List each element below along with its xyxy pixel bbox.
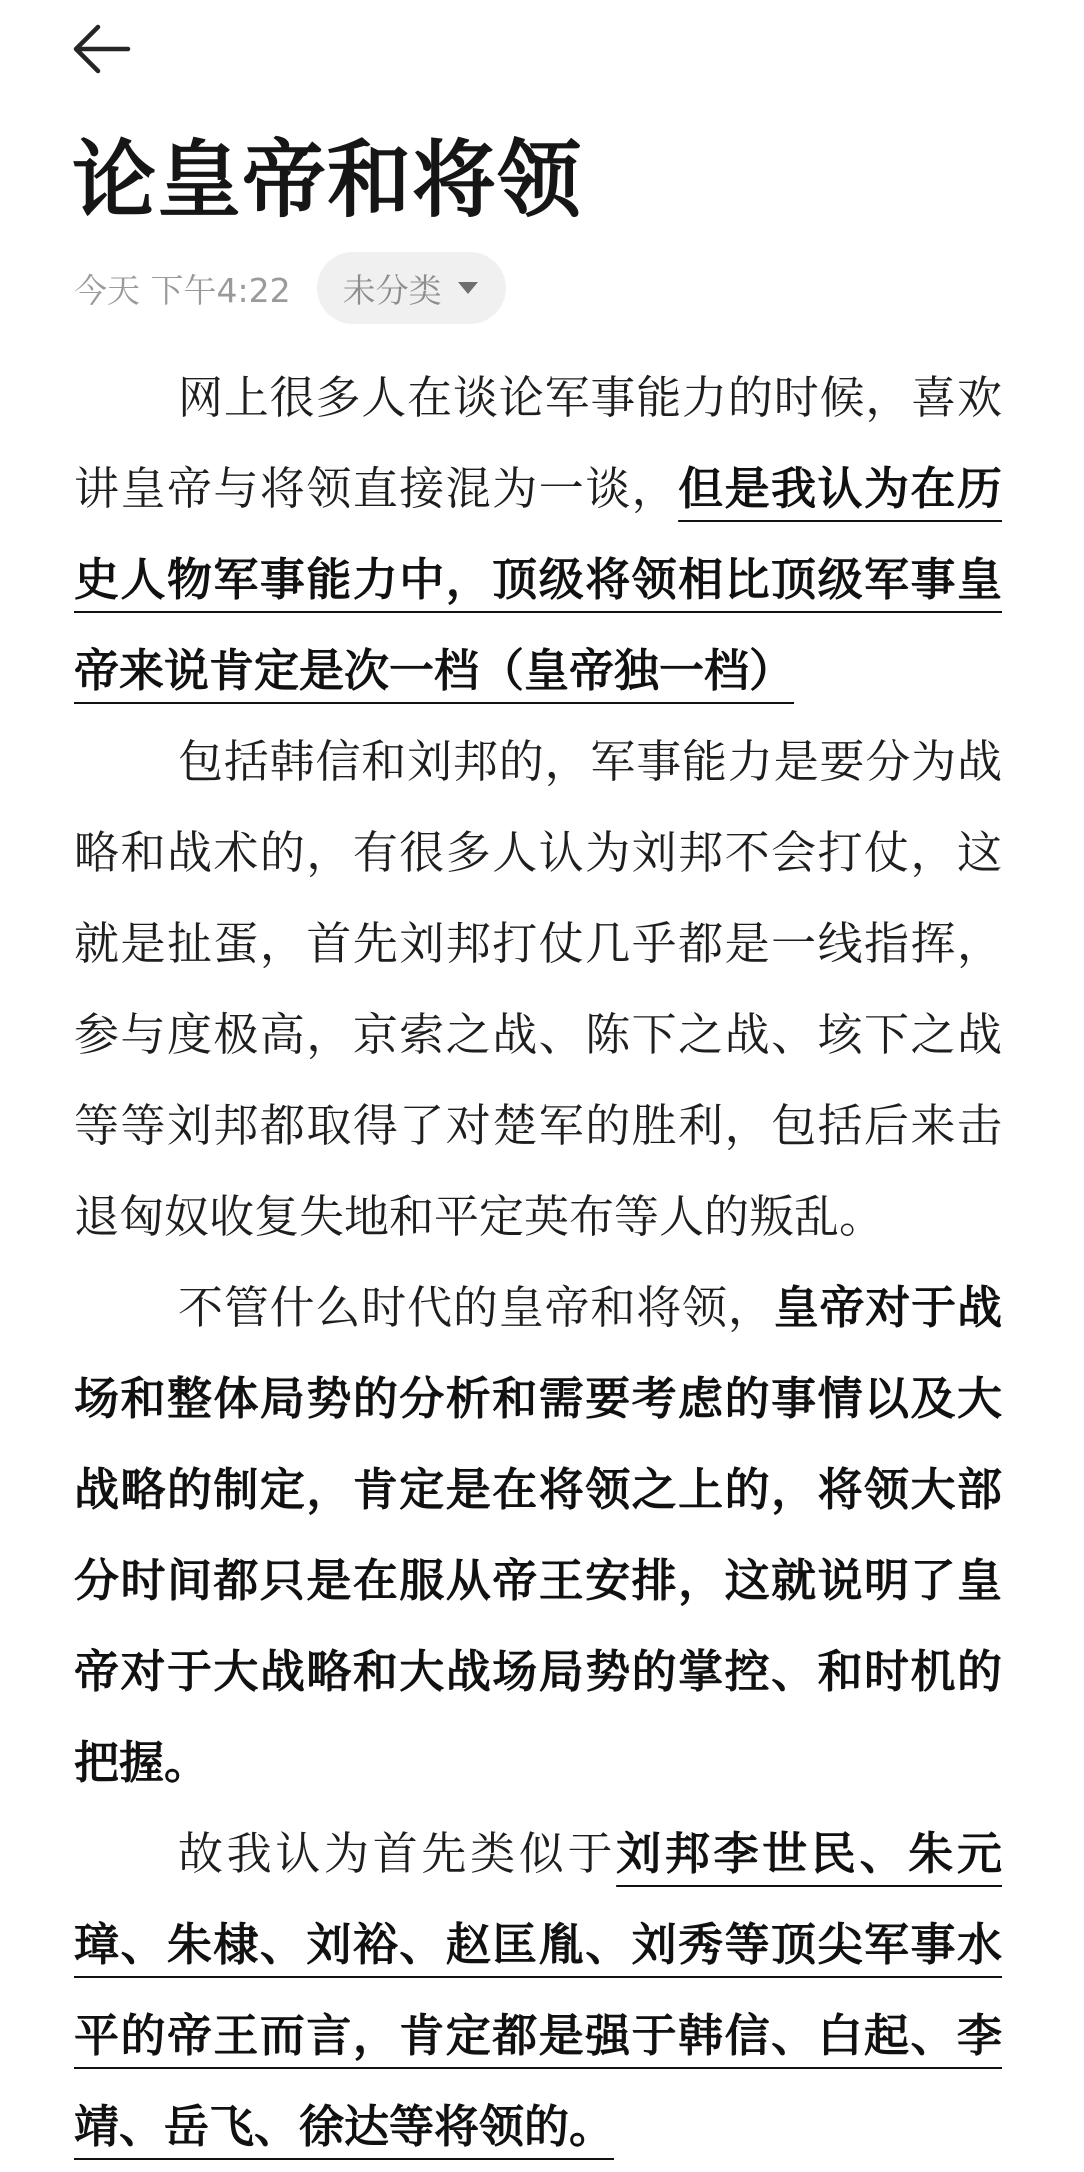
paragraph-text: 故我认为首先类似于: [178, 1827, 617, 1880]
back-button[interactable]: [70, 14, 150, 84]
paragraph-text: 包括韩信和刘邦的，军事能力是要分为战略和战术的，有很多人认为刘邦不会打仗，这就是扯蛋，首先刘邦打仗几乎都是一线指挥，参与度极高，京索之战、陈下之战、垓下之战等等刘邦都取得了对楚军的胜利，包括后来击退匈奴收复失地和平定英布等人的叛乱。: [74, 735, 1002, 1243]
paragraph-3: [74, 1262, 1002, 1808]
note-meta: [74, 252, 506, 324]
timestamp: 今天 下午4:22: [74, 270, 291, 310]
emphasis-text: 但是我认为在历史人物军事能力中，顶级将领相比顶级军事皇帝来说肯定是次一档（皇帝独一档）: [74, 462, 1002, 697]
category-label: 未分类: [342, 270, 442, 310]
paragraph-4: [74, 1808, 1002, 2172]
paragraph-text: 网上很多人在谈论军事能力的时候，喜欢讲皇帝与将领直接混为一谈，: [74, 371, 1002, 515]
arrow-left-icon: [70, 19, 134, 79]
paragraph-2: [74, 716, 1002, 1262]
category-dropdown[interactable]: [317, 252, 506, 324]
paragraph-1: [74, 352, 1002, 716]
note-body[interactable]: [74, 352, 1002, 2172]
chevron-down-icon: [458, 282, 478, 294]
note-title[interactable]: 论皇帝和将领: [72, 131, 583, 229]
paragraph-text: 不管什么时代的皇帝和将领，: [178, 1281, 774, 1334]
emphasis-text: 刘邦李世民、朱元璋、朱棣、刘裕、赵匡胤、刘秀等顶尖军事水平的帝王而言，肯定都是强于韩信、白起、李靖、岳飞、徐达等将领的。: [74, 1827, 1002, 2153]
emphasis-text: 皇帝对于战场和整体局势的分析和需要考虑的事情以及大战略的制定，肯定是在将领之上的，将领大部分时间都只是在服从帝王安排，这就说明了皇帝对于大战略和大战场局势的掌控、和时机的把握。: [74, 1281, 1002, 1789]
